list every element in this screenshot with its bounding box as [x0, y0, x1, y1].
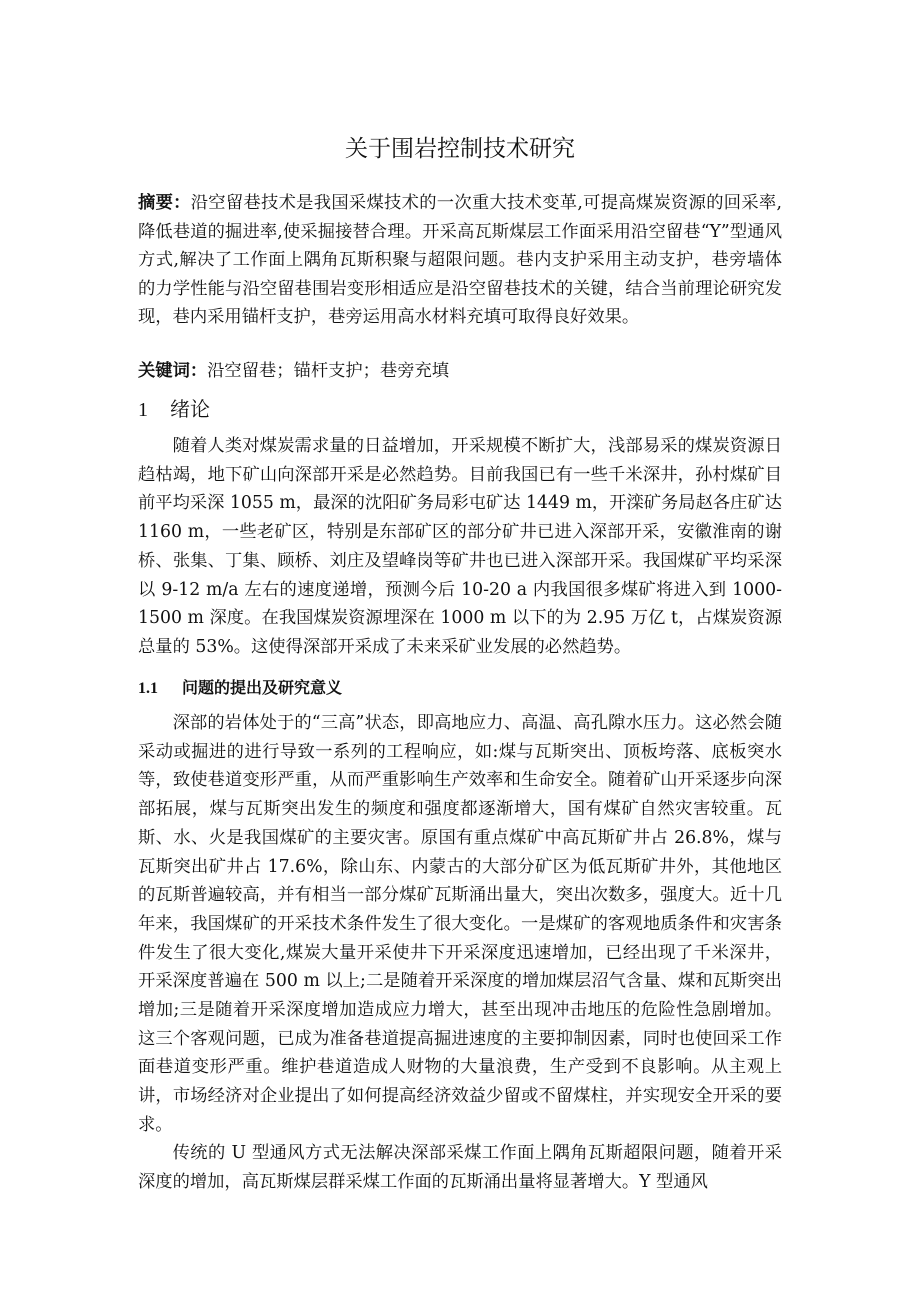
section-1-1-number: 1.1 — [138, 680, 158, 697]
section-1-title: 绪论 — [170, 397, 210, 421]
section-1-paragraph: 随着人类对煤炭需求量的日益增加，开采规模不断扩大，浅部易采的煤炭资源日趋枯竭，地下矿山向深部开采是必然趋势。目前我国已有一些千米深井，孙村煤矿目前平均采深 1055 m，最深的沈阳矿务局彩屯矿达 1449 m，开滦矿务局赵各庄矿达 1160 m，一些老矿区，特别是东部矿区的部分矿井已进入深部开采，安徽淮南的谢桥、张集、丁集、顾桥、刘庄及望峰岗等矿井也已进入深部开采。我国煤矿平均采深以 9-12 m/a 左右的速度递增，预测今后 10-20 a 内我国很多煤矿将进入到 1000-1500 m 深度。在我国煤炭资源埋深在 1000 m 以下的为 2.95 万亿 t，占煤炭资源总量的 53%。这使得深部开采成了未来采矿业发展的必然趋势。 — [138, 436, 782, 657]
keywords — [138, 357, 782, 385]
section-1-1-title: 问题的提出及研究意义 — [182, 678, 343, 697]
section-1-1-paragraph-2: 传统的 U 型通风方式无法解决深部采煤工作面上隅角瓦斯超限问题，随着开采深度的增加，高瓦斯煤层群采煤工作面的瓦斯涌出量将显著增大。Y 型通风 — [138, 1143, 782, 1192]
keywords-text: 沿空留巷；锚杆支护；巷旁充填 — [207, 361, 450, 381]
section-1-heading — [138, 395, 210, 424]
section-1-number: 1 — [138, 399, 148, 421]
document-title: 关于围岩控制技术研究 — [345, 136, 575, 162]
abstract — [138, 189, 782, 332]
keywords-label: 关键词： — [138, 361, 208, 381]
section-1-1-paragraph-1: 深部的岩体处于的“三高”状态，即高地应力、高温、高孔隙水压力。这必然会随采动或掘进的进行导致一系列的工程响应，如:煤与瓦斯突出、顶板垮落、底板突水等，致使巷道变形严重，从而严重影响生产效率和生命安全。随着矿山开采逐步向深部拓展，煤与瓦斯突出发生的频度和强度都逐渐增大，国有煤矿自然灾害较重。瓦斯、水、火是我国煤矿的主要灾害。原国有重点煤矿中高瓦斯矿井占 26.8%，煤与瓦斯突出矿井占 17.6%，除山东、内蒙古的大部分矿区为低瓦斯矿井外，其他地区的瓦斯普遍较高，并有相当一部分煤矿瓦斯涌出量大，突出次数多，强度大。近十几年来，我国煤矿的开采技术条件发生了很大变化。一是煤矿的客观地质条件和灾害条件发生了很大变化,煤炭大量开采使井下开采深度迅速增加，已经出现了千米深井，开采深度普遍在 500 m 以上;二是随着开采深度的增加煤层沼气含量、煤和瓦斯突出增加;三是随着开采深度增加造成应力增大，甚至出现冲击地压的危险性急剧增加。这三个客观问题，已成为准备巷道提高掘进速度的主要抑制因素，同时也使回采工作面巷道变形严重。维护巷道造成人财物的大量浪费，生产受到不良影响。从主观上讲，市场经济对企业提出了如何提高经济效益少留或不留煤柱，并实现安全开采的要求。 — [138, 713, 782, 1135]
abstract-text: 沿空留巷技术是我国采煤技术的一次重大技术变革,可提高煤炭资源的回采率,降低巷道的掘进率,使采掘接替合理。开采高瓦斯煤层工作面采用沿空留巷“Y”型通风方式,解决了工作面上隅角瓦斯积聚与超限问题。巷内支护采用主动支护，巷旁墙体的力学性能与沿空留巷围岩变形相适应是沿空留巷技术的关键，结合当前理论研究发现，巷内采用锚杆支护，巷旁运用高水材料充填可取得良好效果。 — [138, 193, 782, 327]
section-1-1-heading — [138, 675, 342, 702]
abstract-label: 摘要： — [138, 193, 191, 213]
